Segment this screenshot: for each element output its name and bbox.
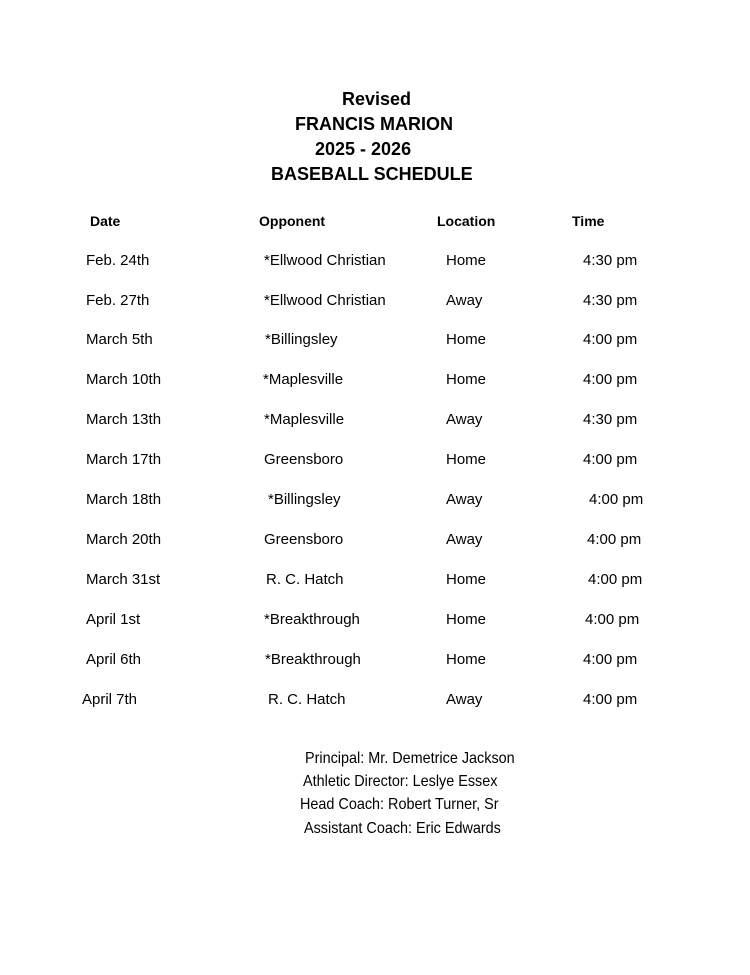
column-header-time: Time [572, 213, 605, 229]
game-date: March 17th [86, 451, 162, 468]
table-row [0, 571, 750, 593]
game-opponent: Greensboro [264, 531, 344, 548]
athletic-director-line: Athletic Director: Leslye Essex [303, 773, 498, 790]
game-opponent: *Maplesville [263, 371, 344, 388]
column-header-date: Date [90, 213, 121, 229]
game-time: 4:00 pm [585, 611, 640, 628]
table-row [0, 651, 750, 673]
table-row [0, 331, 750, 353]
column-header-opponent: Opponent [259, 213, 326, 229]
game-time: 4:00 pm [587, 531, 642, 548]
game-date: April 6th [86, 651, 142, 668]
game-opponent: *Maplesville [264, 411, 345, 428]
table-row [0, 531, 750, 553]
table-row [0, 371, 750, 393]
game-location: Away [446, 411, 483, 428]
game-location: Home [446, 571, 487, 588]
table-row [0, 491, 750, 513]
game-time: 4:30 pm [583, 252, 638, 269]
game-time: 4:00 pm [583, 651, 638, 668]
game-date: March 13th [86, 411, 162, 428]
table-row [0, 292, 750, 314]
table-row [0, 411, 750, 433]
game-location: Away [446, 531, 483, 548]
game-time: 4:00 pm [589, 491, 644, 508]
game-opponent: *Billingsley [265, 331, 338, 348]
game-opponent: *Breakthrough [264, 611, 360, 628]
game-date: March 18th [86, 491, 162, 508]
game-location: Home [446, 451, 487, 468]
game-date: March 31st [86, 571, 161, 588]
game-opponent: *Ellwood Christian [264, 292, 386, 309]
column-header-location: Location [437, 213, 496, 229]
game-time: 4:00 pm [588, 571, 643, 588]
game-date: March 10th [86, 371, 162, 388]
revised-label: Revised [342, 89, 412, 109]
game-date: April 7th [82, 691, 138, 708]
game-opponent: *Ellwood Christian [264, 252, 386, 269]
table-row [0, 611, 750, 633]
table-row [0, 451, 750, 473]
game-location: Home [446, 611, 487, 628]
game-time: 4:00 pm [583, 691, 638, 708]
assistant-coach-line: Assistant Coach: Eric Edwards [304, 820, 501, 837]
game-time: 4:00 pm [583, 451, 638, 468]
schedule-title: BASEBALL SCHEDULE [271, 164, 473, 184]
game-location: Away [446, 691, 483, 708]
game-date: March 20th [86, 531, 162, 548]
season-years: 2025 - 2026 [315, 139, 412, 159]
game-opponent: R. C. Hatch [266, 571, 344, 588]
game-location: Home [446, 371, 487, 388]
game-opponent: Greensboro [264, 451, 344, 468]
game-date: Feb. 24th [86, 252, 150, 269]
game-date: March 5th [86, 331, 153, 348]
game-location: Home [446, 331, 487, 348]
game-date: Feb. 27th [86, 292, 150, 309]
game-opponent: R. C. Hatch [268, 691, 346, 708]
school-name: FRANCIS MARION [295, 114, 453, 134]
head-coach-line: Head Coach: Robert Turner, Sr [300, 796, 499, 813]
game-location: Home [446, 252, 487, 269]
game-time: 4:00 pm [583, 331, 638, 348]
table-row [0, 691, 750, 713]
game-time: 4:30 pm [583, 292, 638, 309]
game-location: Away [446, 491, 483, 508]
game-location: Away [446, 292, 483, 309]
table-row [0, 252, 750, 274]
game-time: 4:30 pm [583, 411, 638, 428]
game-location: Home [446, 651, 487, 668]
game-date: April 1st [86, 611, 141, 628]
game-time: 4:00 pm [583, 371, 638, 388]
principal-line: Principal: Mr. Demetrice Jackson [305, 750, 515, 767]
game-opponent: *Breakthrough [265, 651, 361, 668]
game-opponent: *Billingsley [268, 491, 341, 508]
